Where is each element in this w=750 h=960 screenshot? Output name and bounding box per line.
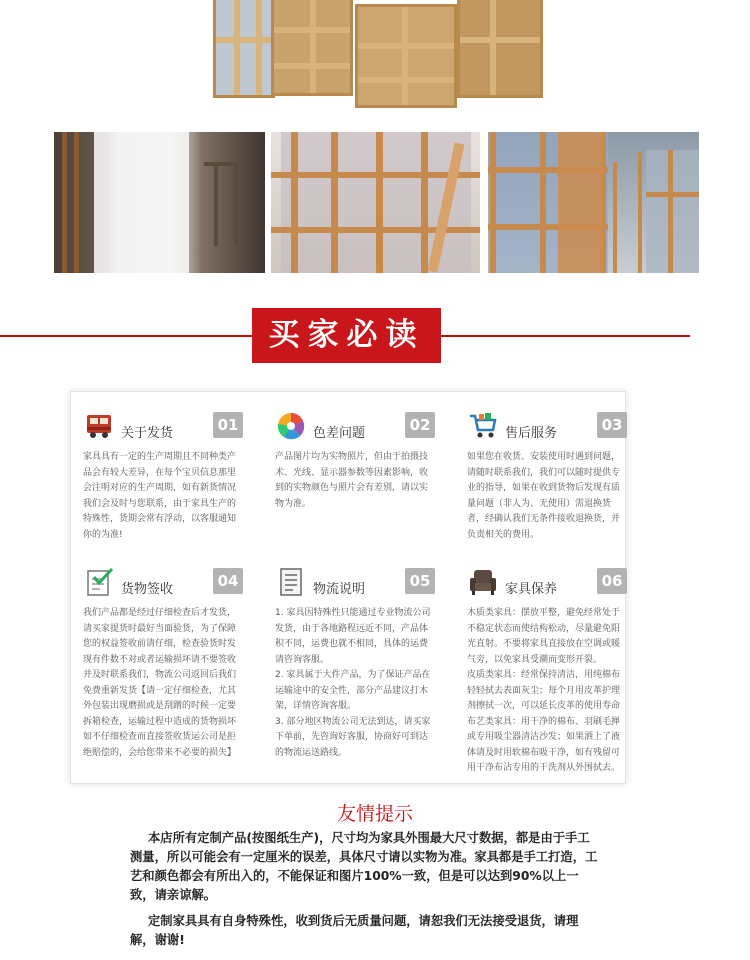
- notice-title: 关于发货: [121, 426, 174, 441]
- notice-body: [467, 450, 627, 543]
- packing-photo-row: [54, 132, 699, 273]
- notice-paragraph: 3. 部分地区物流公司无法到达，请买家下单前，先咨询好客服，协商好可到达的物流运送路线。: [275, 716, 431, 758]
- notice-paragraph: 家具具有一定的生产周期且不同种类产品会有较大差异，在每个宝贝信息那里会注明对应的生产周期，如有新货情况我们会及时与您联系，由于家具生产的特殊性，货期会常有浮动，以客服通知你的为准!: [83, 452, 237, 540]
- notice-paragraph: 如果您在收货、安装使用时遇到问题，请随时联系我们，我们可以随时提供专业的指导，如果在收到货物后发现有质量问题（非人为、无使用）需退换货者，经确认我们无条件接收退换货，并负责相关的费用。: [467, 452, 621, 540]
- checklist-icon: [83, 566, 115, 598]
- notice-after-sales: [467, 408, 627, 543]
- title-rule-right: [441, 335, 690, 337]
- notice-title: 色差问题: [313, 426, 366, 441]
- notice-paragraph: 2. 家具属于大件产品，为了保证产品在运输途中的安全性，部分产品建议打木架，详情咨询客服。: [275, 670, 431, 711]
- notice-title: 售后服务: [505, 426, 558, 441]
- notice-receipt: [83, 564, 243, 761]
- notice-paragraph: 木质类家具：摆放平整，避免经常处于不稳定状态而使结构松动，尽量避免阳光直射。不要将家具直接放在空调或暖气旁，以免家具受潮而变形开裂。: [467, 608, 621, 665]
- notice-body: [83, 450, 243, 543]
- notice-furniture-care: [467, 564, 627, 777]
- notice-shipping: [83, 408, 243, 543]
- notice-number: 03: [597, 412, 627, 438]
- color-wheel-icon: [275, 410, 307, 442]
- notice-title: 货物签收: [121, 582, 174, 597]
- armchair-icon: [467, 566, 499, 598]
- notice-number: 05: [405, 568, 435, 594]
- tips-paragraph-returns: 定制家具具有自身特殊性，收到货后无质量问题，请恕我们无法接受退货，请理解，谢谢!: [130, 914, 579, 947]
- notice-body: [275, 606, 435, 761]
- crated-furniture-photo: [488, 132, 699, 273]
- notice-number: 01: [213, 412, 243, 438]
- buyer-notice-card: [70, 391, 626, 784]
- notice-logistics: [275, 564, 435, 761]
- shopping-cart-icon: [467, 410, 499, 442]
- notice-paragraph: 我们产品都是经过仔细检查后才发货，请买家提货时最好当面验货，为了保障您的权益签收前请仔细，检查验货时发现有件数不对或者运输损坏请不要签收并及时联系我们，物流公司返回后我们免费重新发货【请一定仔细检查，尤其外包装出现磨损或是刮蹭的时候一定要拆箱检查，运输过程中造成的货物损坏如不仔细检查而直接签收货运公司是拒绝赔偿的，会给您带来不必要的损失】: [83, 608, 237, 758]
- tips-paragraph-size: 本店所有定制产品(按图纸生产)，尺寸均为家具外围最大尺寸数据，都是由于手工测量，所以可能会有一定厘米的误差，具体尺寸请以实物为准。家具都是手工打造，工艺和颜色都会有所出入的，不能保证和图片100%一致，但是可以达到90%以上一致，请亲谅解。: [130, 831, 598, 902]
- document-icon: [275, 566, 307, 598]
- notice-paragraph: 产品图片均为实物照片，但由于拍摄技术、光线、显示器参数等因素影响，收到的实物颜色与照片会有差别，请以实物为准。: [275, 452, 429, 509]
- notice-paragraph: 布艺类家具：用干净的棉布、羽刷毛掸或专用吸尘器清洁沙发；如果洒上了液体请及时用软棉布吸干净，如有残留可用干净布沾专用的干洗剂从外围拭去。: [467, 716, 621, 773]
- section-title: 买家必读: [252, 308, 441, 363]
- notice-body: [467, 606, 627, 777]
- tips-title: 友情提示: [336, 803, 413, 825]
- notice-paragraph: 皮质类家具：经常保持清洁，用纯棉布轻轻拭去表面灰尘；每个月用皮革护理剂擦拭一次，可以延长皮革的使用寿命: [467, 670, 621, 711]
- notice-number: 02: [405, 412, 435, 438]
- notice-title: 物流说明: [313, 582, 366, 597]
- notice-body: [83, 606, 243, 761]
- notice-paragraph: 1. 家具因特殊性只能通过专业物流公司发货，由于各地路程远近不同，产品体积不同，运费也就不相同，具体的运费请咨询客服。: [275, 608, 431, 665]
- wooden-crates-photo: [205, 0, 550, 110]
- title-rule-left: [0, 335, 252, 337]
- notice-title: 家具保养: [505, 582, 558, 597]
- notice-body: [275, 450, 435, 512]
- notice-color-difference: [275, 408, 435, 512]
- notice-number: 04: [213, 568, 243, 594]
- furniture-wrapping-photo: [54, 132, 265, 273]
- truck-icon: [83, 410, 115, 442]
- notice-number: 06: [597, 568, 627, 594]
- wooden-frame-packing-photo: [271, 132, 480, 273]
